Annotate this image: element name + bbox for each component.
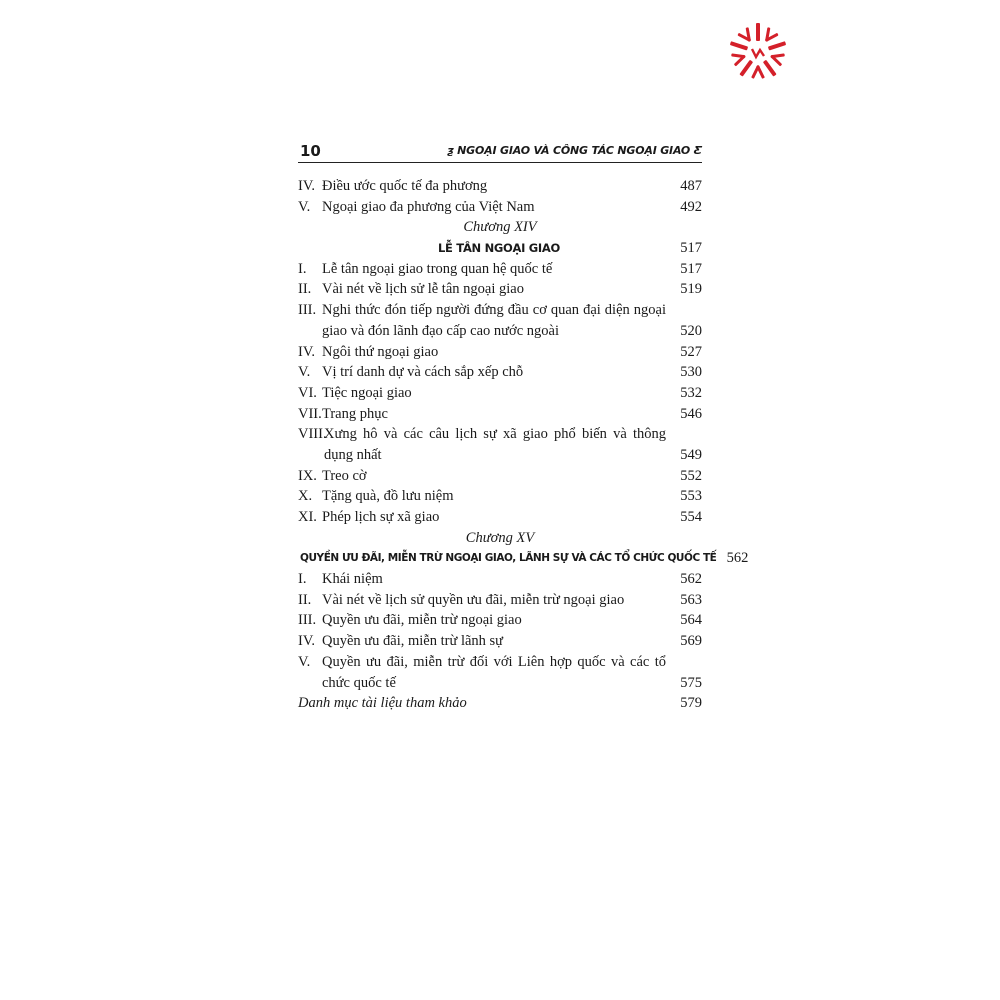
chapter-title-text: QUYỀN ƯU ĐÃI, MIỄN TRỪ NGOẠI GIAO, LÃNH SỰ VÀ CÁC TỔ CHỨC QUỐC TẾ (300, 552, 717, 565)
toc-entry (298, 279, 702, 300)
toc-entry-page: 492 (680, 198, 702, 215)
toc-entry-number: III. (298, 302, 317, 319)
toc-entry-title: Xưng hô và các câu lịch sự xã giao phổ biến và thông dụng nhất (324, 426, 666, 463)
toc-entry-title: Quyền ưu đãi, miễn trừ lãnh sự (322, 633, 504, 650)
toc-entry-number: VII. (298, 405, 322, 422)
toc-entry-page: 575 (680, 674, 702, 691)
toc-entry-page: 549 (680, 446, 702, 463)
toc-entry-title: Lễ tân ngoại giao trong quan hệ quốc tế (322, 260, 553, 277)
toc-entry-page: 532 (680, 384, 702, 401)
toc-entry (298, 507, 702, 528)
toc-entry-page: 517 (680, 260, 702, 277)
toc-entry (298, 610, 702, 631)
toc-entry-number: V. (298, 198, 311, 215)
toc-entry-title: Danh mục tài liệu tham khảo (298, 695, 467, 712)
toc-entry-page: 564 (680, 612, 702, 629)
toc-entry-title: Tặng quà, đồ lưu niệm (322, 488, 454, 505)
toc-entry-page: 569 (680, 633, 702, 650)
toc-entry-number: X. (298, 488, 313, 505)
toc-entry-title: Trang phục (322, 405, 388, 422)
toc-entry-number: IV. (298, 177, 316, 194)
toc-entry (298, 424, 702, 465)
toc-entry-page: 520 (680, 322, 702, 339)
toc-entry-title: Điều ước quốc tế đa phương (322, 177, 488, 194)
chapter-title-page: 562 (726, 550, 749, 567)
toc-entry-title: Quyền ưu đãi, miễn trừ đối với Liên hợp quốc và các tổ chức quốc tế (322, 653, 666, 691)
chapter-title-page: 517 (680, 240, 702, 257)
toc-entry-number: I. (298, 571, 307, 588)
toc-entry-title: Khái niệm (322, 571, 383, 588)
toc-entry (298, 383, 702, 404)
toc-entry-page: 487 (680, 177, 702, 194)
toc-entry-page: 554 (680, 509, 702, 526)
toc-entry-number: II. (298, 281, 312, 298)
toc-entry-title: Tiệc ngoại giao (322, 384, 412, 401)
toc-entry (298, 197, 702, 218)
toc-entry (298, 404, 702, 425)
toc-entry-number: VIII. (298, 426, 327, 443)
toc-entry-number: II. (298, 591, 312, 608)
toc-entry-number: XI. (298, 509, 317, 526)
table-of-contents (298, 176, 749, 714)
chapter-title-text: LỄ TÂN NGOẠI GIAO (438, 241, 560, 256)
toc-entry-title: Nghi thức đón tiếp người đứng đầu cơ quan đại diện ngoại giao và đón lãnh đạo cấp cao nước ngoài (322, 302, 666, 339)
chapter-title (298, 238, 702, 259)
toc-entry-number: IV. (298, 343, 316, 360)
book-page (298, 140, 749, 712)
toc-entry-page: 527 (680, 343, 702, 360)
toc-entry-number: V. (298, 364, 311, 381)
toc-entry (298, 486, 702, 507)
toc-entry (298, 652, 702, 693)
toc-entry (298, 590, 702, 611)
toc-entry-number: IV. (298, 633, 316, 650)
chapter-label: Chương XIV (463, 219, 537, 236)
page-header (298, 140, 702, 163)
page-number: 10 (300, 142, 321, 160)
toc-entry-title: Quyền ưu đãi, miễn trừ ngoại giao (322, 612, 522, 629)
toc-entry-references (298, 693, 702, 714)
toc-entry-page: 553 (680, 488, 702, 505)
toc-entry (298, 259, 702, 280)
toc-entry-number: I. (298, 260, 307, 277)
toc-entry (298, 342, 702, 363)
toc-entry-title: Vài nét về lịch sử quyền ưu đãi, miễn trừ ngoại giao (322, 591, 625, 608)
chapter-title (298, 548, 749, 569)
toc-entry-page: 546 (680, 405, 702, 422)
toc-entry (298, 466, 702, 487)
toc-entry-title: Vài nét về lịch sử lễ tân ngoại giao (322, 281, 524, 298)
toc-entry-number: V. (298, 653, 311, 670)
toc-entry-title: Vị trí danh dự và cách sắp xếp chỗ (322, 364, 524, 381)
toc-entry-number: IX. (298, 467, 317, 484)
toc-entry-title: Ngoại giao đa phương của Việt Nam (322, 198, 535, 215)
star-emblem-icon (728, 22, 788, 82)
toc-entry-page: 519 (680, 281, 702, 298)
toc-entry-page: 562 (680, 571, 702, 588)
toc-entry-title: Phép lịch sự xã giao (322, 509, 440, 526)
chapter-label: Chương XV (465, 529, 535, 546)
toc-entry-title: Treo cờ (322, 467, 367, 484)
toc-entry-page: 552 (680, 467, 702, 484)
toc-entry (298, 631, 702, 652)
toc-entry (298, 569, 702, 590)
toc-entry-page: 563 (680, 591, 702, 608)
running-title: ƺ NGOẠI GIAO VÀ CÔNG TÁC NGOẠI GIAO Ƹ (447, 144, 702, 157)
toc-entry-title: Ngôi thứ ngoại giao (322, 343, 439, 360)
toc-entry-number: VI. (298, 384, 317, 401)
toc-entry (298, 176, 702, 197)
toc-entry-page: 530 (680, 364, 702, 381)
toc-entry-page: 579 (680, 695, 702, 712)
toc-entry-number: III. (298, 612, 317, 629)
toc-entry (298, 362, 702, 383)
toc-entry (298, 300, 702, 341)
